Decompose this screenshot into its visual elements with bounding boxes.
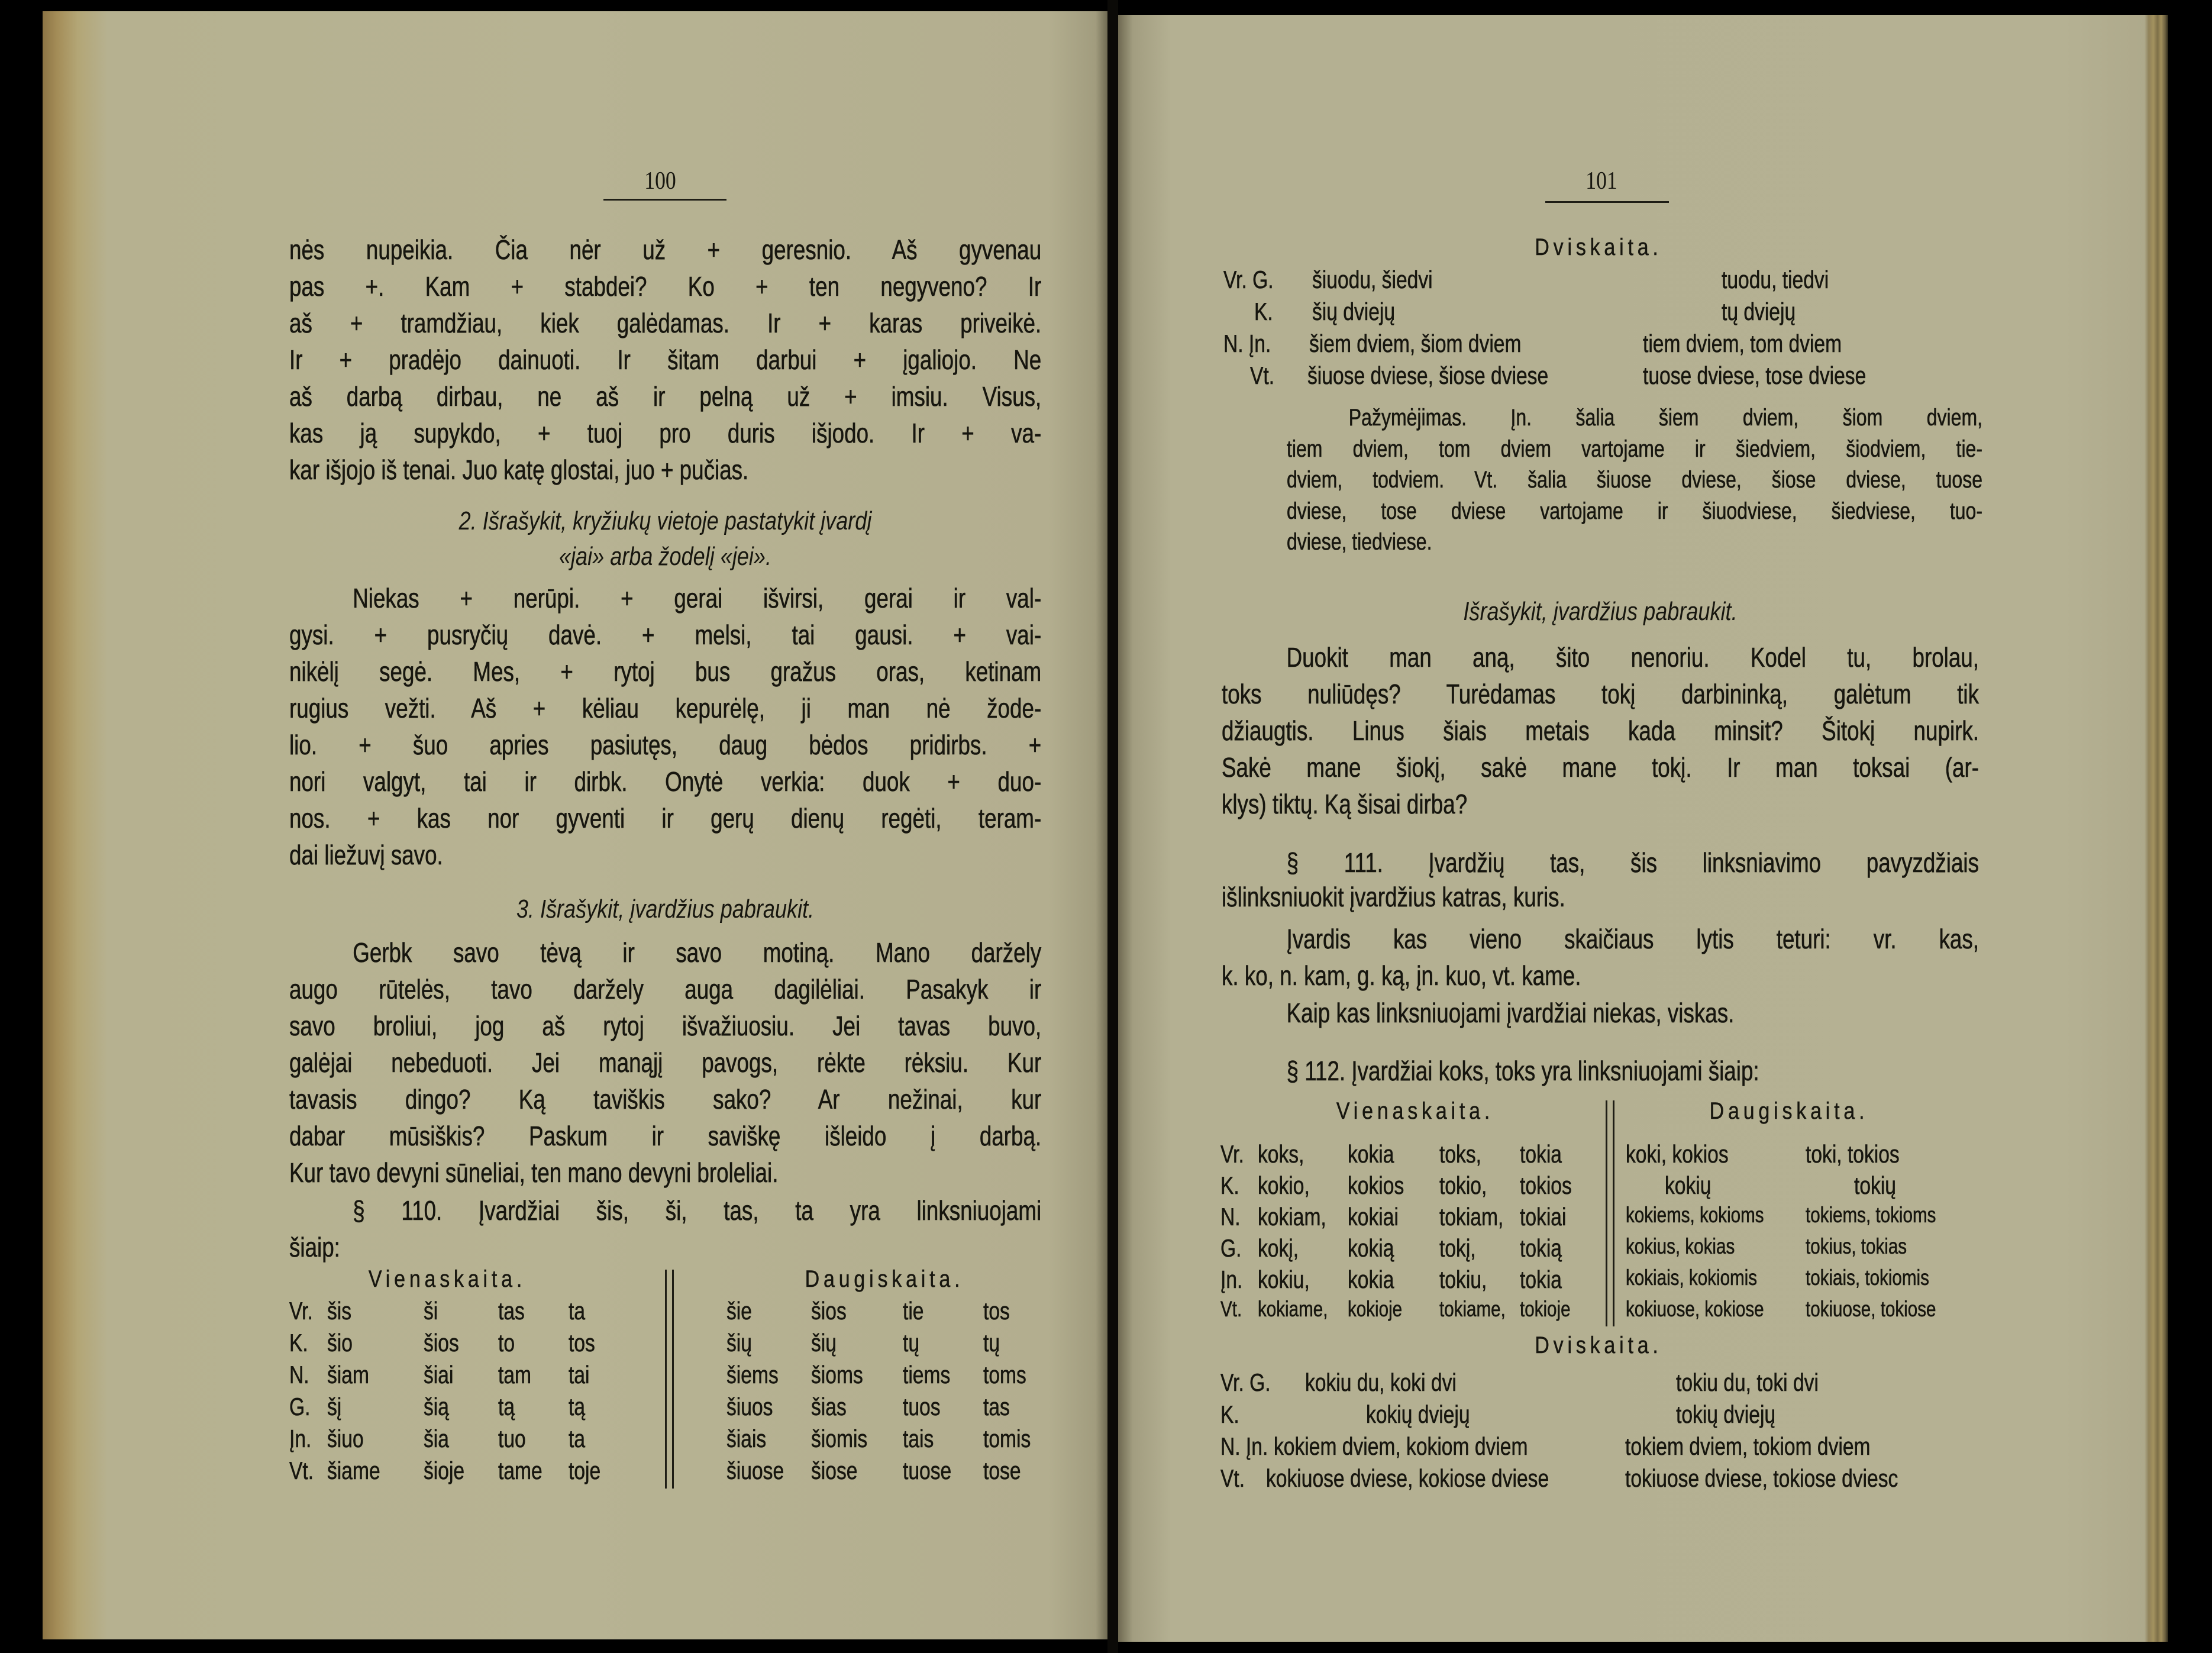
case-label: Įn. [289,1425,312,1452]
table-cell: kokiam, [1258,1203,1326,1231]
case-label: N. Įn. [1220,1432,1268,1460]
paragraph-exercise-2 [289,580,1041,873]
page-number: 100 [644,167,676,195]
text-line: galėjai nebeduoti. Jei manąjį pavogs, rėkte rėksiu. Kur [289,1047,1042,1078]
text-line: k. ko, n. kam, g. ką, įn. kuo, vt. kame. [1222,960,1581,991]
table-cell: kokioje [1348,1297,1403,1321]
case-label: Įn. [1220,1265,1243,1293]
table-cell: tų [983,1329,1000,1357]
case-label: Vt. [1220,1297,1242,1321]
table-cell: šiam [327,1361,369,1389]
paragraph-kaip [1222,995,1979,1031]
section-110 [289,1192,1041,1265]
text-line: 2. Išrašykit, kryžiukų vietoje pastatykit įvardį [458,506,872,535]
table-cell: ta [569,1297,586,1325]
text-line: aš darbą dirbau, ne aš ir pelną už + imsiu. Visus, [289,381,1042,412]
table-header-plural: Daugiskaita. [1709,1098,1869,1124]
table-cell: tokiuose, tokiose [1806,1297,1936,1321]
case-label: G. [289,1393,311,1420]
table-cell: kokia [1348,1140,1394,1168]
table-cell: tokia [1520,1140,1562,1168]
dual-header: Dviskaita. [1535,1332,1662,1358]
table-cell: šiuo [327,1425,364,1452]
table-cell: to [498,1329,515,1357]
table-cell: tos [569,1329,595,1357]
case-label: Vr. [1220,1140,1244,1168]
text-line: kar išjojo iš tenai. Juo katę glostai, juo + pučias. [289,454,749,485]
case-label: K. [289,1329,308,1357]
text-line: Niekas + nerūpi. + gerai išvirsi, gerai ir val- [353,583,1042,614]
table-cell: šiuose [726,1457,784,1484]
text-line: gysi. + pusryčių davė. + melsi, tai gausi. + vai- [289,619,1042,650]
table-cell: kokiais, kokiomis [1626,1265,1758,1290]
case-label: N. Įn. [1223,330,1271,357]
exercise-3-heading [289,892,1041,927]
text-line: savo broliui, jog aš rytoj išvažiuosiu. Jei tavas buvo, [289,1010,1042,1041]
table-cell: tai [569,1361,590,1389]
text-line: § 112. Įvardžiai koks, toks yra linksniuojami šiaip: [1286,1055,1759,1086]
table-cell: kokiame, [1258,1297,1328,1321]
table-cell: tokių [1854,1171,1896,1199]
table-cell: šio [327,1329,353,1357]
text-line: nikėlį segė. Mes, + rytoj bus gražus oras, ketinam [289,656,1042,687]
table-cell: tokiu, [1439,1265,1487,1293]
table-cell: kokia [1348,1265,1394,1293]
table-cell: kokiu du, koki dvi [1305,1368,1457,1396]
table-cell: toks, [1439,1140,1481,1168]
dual-header: Dviskaita. [1535,234,1662,260]
text-line: Gerbk savo tėvą ir savo motiną. Mano daržely [353,937,1042,968]
table-cell: tų dviejų [1722,298,1796,325]
table-cell: šias [811,1393,847,1420]
text-line: dviese, tiedviese. [1287,529,1432,555]
table-cell: šios [424,1329,459,1357]
table-cell: tokiame, [1439,1297,1506,1321]
book-gutter [1107,0,1118,1653]
paragraph-exercise-3 [289,934,1041,1191]
text-line: Įvardis kas vieno skaičiaus lytis teturi: vr. kas, [1286,924,1979,954]
table-cell: tą [569,1393,586,1420]
table-cell: tokią [1520,1234,1562,1262]
text-line: nos. + kas nor gyventi ir gerų dienų regėti, teram- [289,803,1042,834]
table-cell: tokiai [1520,1203,1567,1231]
table-cell: tose [983,1457,1021,1484]
table-cell: tiems [903,1361,951,1389]
table-cell: tas [498,1297,525,1325]
text-line: nės nupeikia. Čia nėr už + geresnio. Aš gyvenau [289,234,1042,265]
case-label: Vt. [289,1457,314,1484]
page-number: 101 [1585,167,1617,195]
table-cell: tas [983,1393,1010,1420]
table-cell: toki, tokios [1806,1140,1900,1168]
table-cell: ši [424,1297,438,1325]
table-cell: šį [327,1393,342,1420]
table-cell: ta [569,1425,586,1452]
text-line: dai liežuvį savo. [289,840,443,870]
table-cell: šioje [424,1457,465,1484]
table-cell: kokių dviejų [1366,1400,1470,1428]
table-cell: tokia [1520,1265,1562,1293]
table-cell: šios [811,1297,847,1325]
table-cell: tokiems, tokioms [1806,1203,1936,1227]
table-cell: šiomis [811,1425,868,1452]
table-header-singular: Vienaskaita. [1336,1098,1494,1124]
table-cell: šių dviejų [1312,298,1396,325]
table-cell: šiame [327,1457,380,1484]
paragraph-kas [1222,921,1979,994]
paragraph-exercise [1222,639,1979,822]
table-cell: šių [811,1329,837,1357]
table-cell: tuose dviese, tose dviese [1643,361,1867,389]
text-line: Duokit man aną, šito nenoriu. Kodel tu, brolau, [1286,642,1979,673]
table-cell: kokiai [1348,1203,1399,1231]
table-header-plural: Daugiskaita. [805,1266,964,1292]
table-cell: koks, [1258,1140,1304,1168]
table-cell: kokį, [1258,1234,1299,1262]
table-cell: šiuos [726,1393,773,1420]
table-cell: tokiu du, toki dvi [1676,1368,1819,1396]
table-cell: tokiam, [1439,1203,1504,1231]
text-line: § 110. Įvardžiai šis, ši, tas, ta yra linksniuojami [353,1195,1042,1226]
table-cell: tą [498,1393,515,1420]
text-line: tiem dviem, tom dviem vartojame ir šiedviem, šiodviem, tie- [1287,435,1982,462]
case-label: K. [1220,1400,1239,1428]
table-cell: šią [424,1393,449,1420]
case-label: Vt. [1220,1464,1245,1492]
text-line: «jai» arba žodelį «jei». [558,542,772,571]
text-line: augo rūtelės, tavo daržely auga dagilėliai. Pasakyk ir [289,974,1042,1005]
case-label: Vr. G. [1220,1368,1271,1396]
paragraph-exercise-1 [289,231,1041,488]
table-cell: tomis [983,1425,1031,1452]
table-cell: kokiuose dviese, kokiose dviese [1266,1464,1549,1492]
table-cell: tuo [498,1425,526,1452]
page-number-rule [603,199,726,201]
table-cell: kokių [1665,1171,1712,1199]
exercise-2-heading [289,503,1041,574]
table-cell: tame [498,1457,542,1484]
text-line: džiaugtis. Linus šiais metais kada minsit? Šitokį nupirk. [1222,715,1979,746]
table-cell: šiem dviem, šiom dviem [1309,330,1522,357]
text-line: Pažymėjimas. Įn. šalia šiem dviem, šiom dviem, [1348,405,1982,431]
case-label: N. [1220,1203,1241,1231]
case-label: N. [289,1361,309,1389]
text-line: šiaip: [289,1232,340,1263]
page-number-rule [1545,201,1669,203]
text-line: pas +. Kam + stabdei? Ko + ten negyveno? Ir [289,271,1042,302]
case-label: Vr. [289,1297,313,1325]
table-cell: tokiem dviem, tokiom dviem [1625,1432,1871,1460]
table-cell: tokio, [1439,1171,1487,1199]
case-label: K. [1254,298,1273,325]
exercise-heading [1222,594,1979,629]
text-line: Sakė mane šiokį, sakė mane tokį. Ir man toksai (ar- [1222,752,1979,783]
table-cell: šiems [726,1361,779,1389]
table-cell: tokios [1520,1171,1572,1199]
table-cell: tokiais, tokiomis [1806,1265,1929,1290]
table-cell: šie [726,1297,752,1325]
text-line: Kur tavo devyni sūneliai, ten mano devyni broleliai. [289,1157,779,1188]
table-cell: kokiems, kokioms [1626,1203,1764,1227]
table-divider [1606,1100,1614,1326]
text-line: 3. Išrašykit, įvardžius pabraukit. [516,895,815,924]
table-cell: toms [983,1361,1026,1389]
section-111 [1222,845,1979,914]
table-cell: šiuose dviese, šiose dviese [1307,361,1549,389]
text-line: rugius vežti. Aš + kėliau kepurėlę, ji man nė žode- [289,693,1042,724]
table-header-singular: Vienaskaita. [368,1266,527,1292]
text-line: dabar mūsiškis? Paskum ir saviškę išleido į darbą. [289,1121,1042,1151]
section-112 [1222,1053,1979,1089]
text-line: dviem, todviem. Vt. šalia šiuose dviese, šiose dviese, tuose [1287,467,1982,493]
text-line: Išrašykit, įvardžius pabraukit. [1463,597,1738,626]
table-cell: tų [903,1329,920,1357]
table-cell: tuose [903,1457,952,1484]
table-cell: koki, kokios [1626,1140,1729,1168]
table-cell: tie [903,1297,924,1325]
table-divider [665,1270,674,1489]
table-cell: šioms [811,1361,863,1389]
table-cell: šia [424,1425,449,1452]
text-line: išlinksniuokit įvardžius katras, kuris. [1222,882,1565,912]
table-cell: tais [903,1425,934,1452]
table-cell: kokią [1348,1234,1394,1262]
table-cell: kokius, kokias [1626,1234,1735,1258]
text-line: kas ją supykdo, + tuoj pro duris išjodo. Ir + va- [289,418,1042,448]
table-cell: tuos [903,1393,941,1420]
text-line: Kaip kas linksniuojami įvardžiai niekas, viskas. [1286,997,1735,1028]
note-pazymejimas [1287,402,1982,558]
table-cell: šiose [811,1457,858,1484]
table-cell: tos [983,1297,1010,1325]
table-cell: tokioje [1520,1297,1571,1321]
table-cell: tokį, [1439,1234,1476,1262]
table-cell: tam [498,1361,532,1389]
text-line: klys) tiktų. Ką šisai dirba? [1222,789,1468,819]
table-cell: toje [569,1457,601,1484]
table-cell: tiem dviem, tom dviem [1643,330,1842,357]
table-cell: tuodu, tiedvi [1722,266,1829,293]
table-cell: kokiu, [1258,1265,1310,1293]
table-cell: tokius, tokias [1806,1234,1907,1258]
text-line: Ir + pradėjo dainuoti. Ir šitam darbui + įgaliojo. Ne [289,344,1042,375]
table-cell: tokių dviejų [1676,1400,1776,1428]
text-line: nori valgyt, tai ir dirbk. Onytė verkia: duok + duo- [289,766,1042,797]
case-label: G. [1220,1234,1242,1262]
table-cell: kokiem dviem, kokiom dviem [1274,1432,1528,1460]
text-line: lio. + šuo apries pasiutęs, daug bėdos pridirbs. + [289,729,1042,760]
table-cell: kokios [1348,1171,1404,1199]
table-cell: šiais [726,1425,767,1452]
table-cell: kokiuose, kokiose [1626,1297,1764,1321]
case-label: Vt. [1250,361,1275,389]
text-line: tavasis dingo? Ką taviškis sako? Ar nežinai, kur [289,1084,1042,1115]
text-line: aš + tramdžiau, kiek galėdamas. Ir + karas priveikė. [289,308,1042,338]
table-cell: kokio, [1258,1171,1310,1199]
text-line: toks nuliūdęs? Turėdamas tokį darbininką, galėtum tik [1222,679,1979,709]
case-label: K. [1220,1171,1239,1199]
table-cell: šiai [424,1361,454,1389]
text-line: § 111. Įvardžių tas, šis linksniavimo pavyzdžiais [1286,847,1979,878]
table-cell: šis [327,1297,352,1325]
table-cell: šių [726,1329,752,1357]
text-line: dviese, tose dviese vartojame ir šiuodviese, šiedviese, tuo- [1287,498,1982,524]
table-cell: šiuodu, šiedvi [1312,266,1433,293]
table-cell: tokiuose dviese, tokiose dviesc [1625,1464,1898,1492]
case-label: Vr. G. [1223,266,1274,293]
